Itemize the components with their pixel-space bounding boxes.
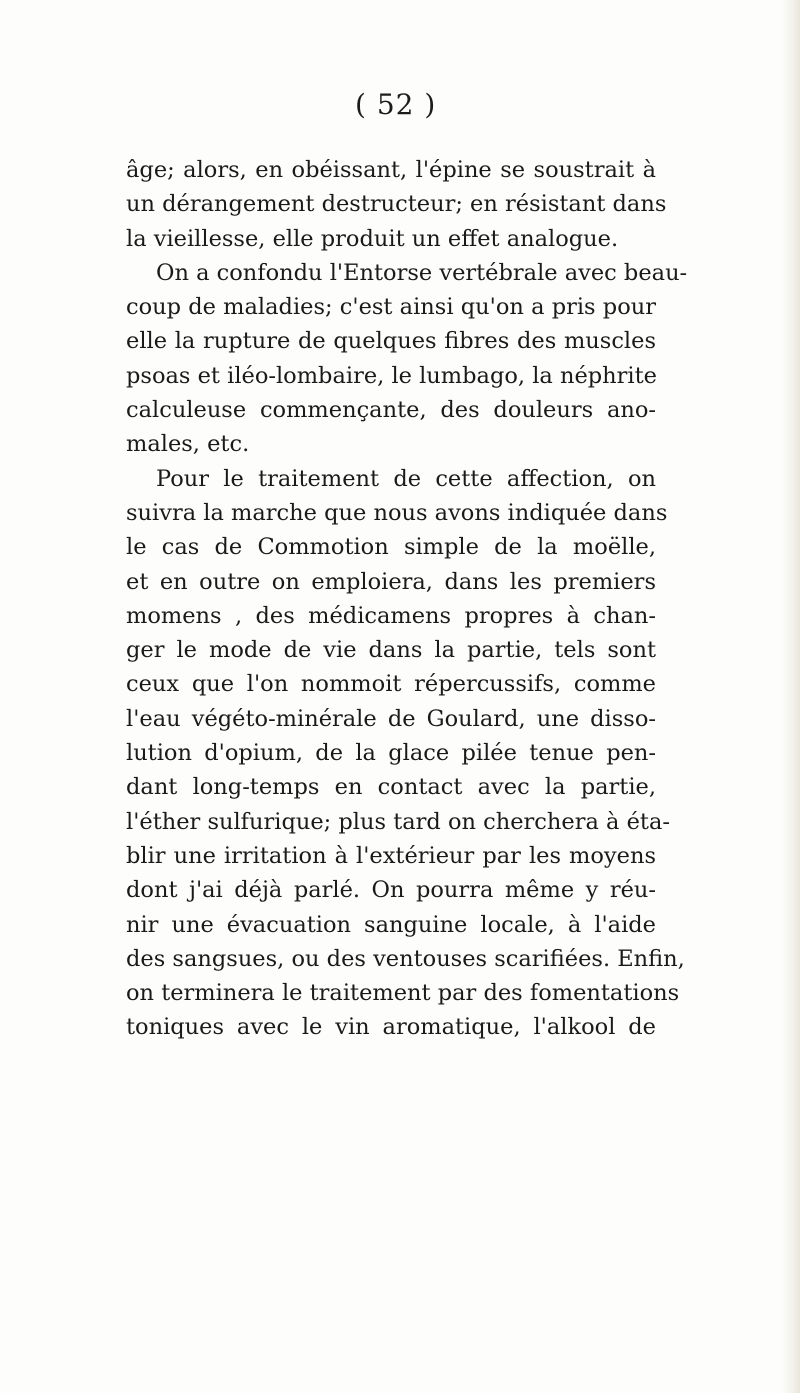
text-line: dont j'ai déjà parlé. On pourra même y réu-: [126, 877, 656, 904]
body-text: [126, 153, 688, 1045]
page-number: ( 52 ): [355, 88, 437, 121]
text-line: Pour le traitement de cette affection, on: [156, 465, 656, 492]
text-line: lution d'opium, de la glace pilée tenue pen-: [126, 740, 656, 767]
text-line: momens , des médicamens propres à chan-: [126, 602, 656, 629]
text-line: coup de maladies; c'est ainsi qu'on a pris pour: [126, 294, 656, 321]
text-line: et en outre on emploiera, dans les premiers: [126, 568, 656, 595]
page-edge-shadow: [782, 0, 800, 1393]
text-line: ger le mode de vie dans la partie, tels sont: [126, 637, 656, 664]
text-line: On a confondu l'Entorse vertébrale avec beau-: [156, 259, 688, 286]
text-line: blir une irritation à l'extérieur par les moyens: [126, 842, 656, 869]
text-line: des sangsues, ou des ventouses scarifiées. Enfin,: [126, 945, 685, 972]
text-line: âge; alors, en obéissant, l'épine se soustrait à: [126, 157, 656, 183]
text-line: elle la rupture de quelques fibres des muscles: [126, 328, 656, 355]
text-line: un dérangement destructeur; en résistant dans: [126, 191, 667, 218]
text-line: suivra la marche que nous avons indiquée dans: [126, 499, 668, 526]
text-line: psoas et iléo-lombaire, le lumbago, la néphrite: [126, 362, 657, 389]
text-line: l'éther sulfurique; plus tard on cherchera à éta-: [126, 808, 670, 835]
text-line: la vieillesse, elle produit un effet analogue.: [126, 225, 619, 252]
text-line: calculeuse commençante, des douleurs ano-: [126, 397, 656, 424]
text-line: dant long-temps en contact avec la partie,: [126, 774, 656, 801]
text-line: ceux que l'on nommoit répercussifs, comme: [126, 671, 656, 698]
text-line: nir une évacuation sanguine locale, à l'aide: [126, 911, 656, 938]
text-line: l'eau végéto-minérale de Goulard, une disso-: [126, 705, 656, 732]
text-line: toniques avec le vin aromatique, l'alkool de: [126, 1014, 656, 1041]
text-line: males, etc.: [126, 431, 250, 458]
text-line: on terminera le traitement par des fomentations: [126, 980, 680, 1007]
text-line: le cas de Commotion simple de la moëlle,: [126, 534, 656, 561]
